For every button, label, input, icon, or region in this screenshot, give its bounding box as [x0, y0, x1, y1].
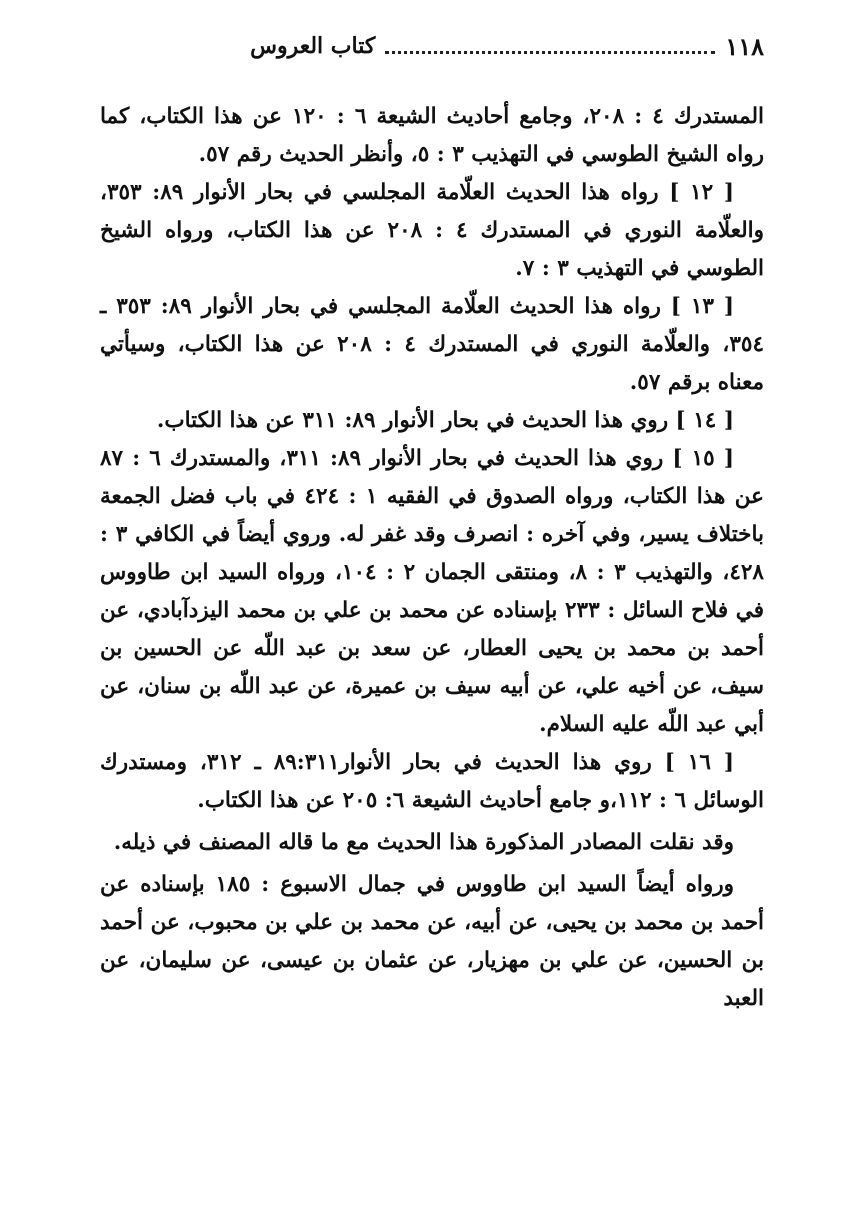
note-13: [ ١٣ ] رواه هذا الحديث العلّامة المجلسي في بحار الأنوار ٨٩: ٣٥٣ ـ ٣٥٤، والعلّامة النوري في المستدرك ٤ : ٢٠٨ عن هذا الكتاب، وسيأتي معناه برقم ٥٧.	[100, 294, 764, 395]
paragraph-continuation: المستدرك ٤ : ٢٠٨، وجامع أحاديث الشيعة ٦ : ١٢٠ عن هذا الكتاب، كما رواه الشيخ الطوسي في التهذيب ٣ : ٥، وأنظر الحديث رقم ٥٧.	[100, 104, 764, 167]
note-12: [ ١٢ ] رواه هذا الحديث العلّامة المجلسي في بحار الأنوار ٨٩: ٣٥٣، والعلّامة النوري في المستدرك ٤ : ٢٠٨ عن هذا الكتاب، ورواه الشيخ الطوسي في التهذيب ٣ : ٧.	[100, 180, 764, 281]
note-15: [ ١٥ ] روي هذا الحديث في بحار الأنوار ٨٩: ٣١١، والمستدرك ٦ : ٨٧ عن هذا الكتاب، ورواه الصدوق في الفقيه ١ : ٤٢٤ في باب فضل الجمعة باختلاف يسير، وفي آخره : انصرف وقد غفر له. وروي أيضاً في الكافي ٣ : ٤٢٨، والتهذيب ٣ : ٨، ومنتقى الجمان ٢ : ١٠٤، ورواه السيد ابن طاووس في فلاح السائل : ٢٣٣ بإسناده عن محمد بن علي بن محمد اليزدآبادي، عن أحمد بن محمد بن يحيى العطار، عن سعد بن عبد اللّه عن الحسين بن سيف، عن أخيه علي، عن أبيه سيف بن عميرة، عن عبد اللّه بن سنان، عن أبي عبد اللّه عليه السلام.	[100, 446, 765, 737]
paragraph-sources: وقد نقلت المصادر المذكورة هذا الحديث مع ما قاله المصنف في ذيله.	[113, 830, 734, 855]
book-title: كتاب العروس	[250, 33, 376, 59]
note-16: [ ١٦ ] روي هذا الحديث في بحار الأنوار٨٩:٣١١ ـ ٣١٢، ومستدرك الوسائل ٦ : ١١٢،و جامع أحاديث الشيعة ٦: ٢٠٥ عن هذا الكتاب.	[100, 750, 764, 813]
note-14: [ ١٤ ] روي هذا الحديث في بحار الأنوار ٨٩: ٣١١ عن هذا الكتاب.	[156, 408, 734, 433]
page-number: ١١٨	[725, 31, 764, 61]
paragraph-ibn-tawus: ورواه أيضاً السيد ابن طاووس في جمال الاسبوع : ١٨٥ بإسناده عن أحمد بن محمد بن يحيى، عن أبيه، عن محمد بن علي بن محبوب، عن أحمد بن الحسين، عن علي بن مهزيار، عن عثمان بن عيسى، عن سليمان، عن العبد	[100, 872, 764, 1011]
leader-dots	[385, 51, 715, 54]
running-header	[108, 28, 764, 64]
page-body	[100, 98, 764, 1018]
